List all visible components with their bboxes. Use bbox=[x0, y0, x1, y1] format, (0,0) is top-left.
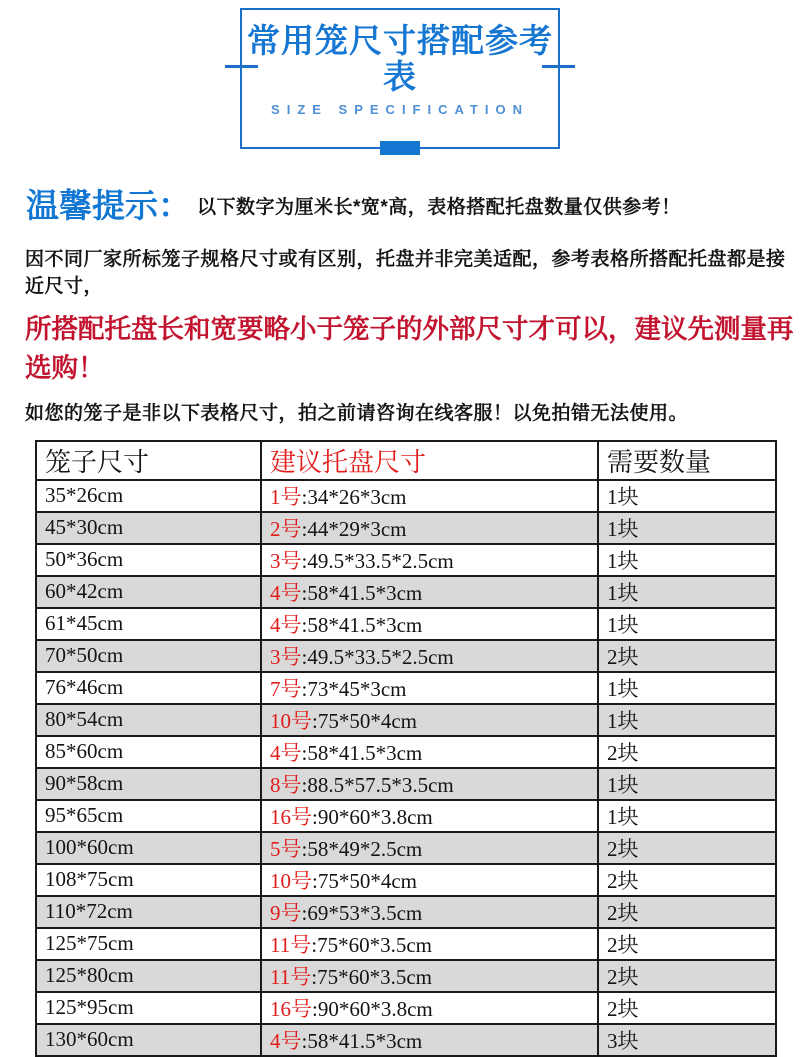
tray-size-cell bbox=[261, 1024, 598, 1056]
tray-number: 4号 bbox=[270, 740, 302, 765]
tray-dimensions: 58*41.5*3cm bbox=[307, 740, 423, 765]
tray-dimensions: 58*49*2.5cm bbox=[307, 836, 423, 861]
tray-number: 4号 bbox=[270, 1028, 302, 1053]
tray-size-cell bbox=[261, 832, 598, 864]
tray-size-cell bbox=[261, 928, 598, 960]
cage-size-cell: 125*75cm bbox=[36, 928, 261, 960]
tray-size-cell bbox=[261, 768, 598, 800]
tray-number: 10号 bbox=[270, 868, 312, 893]
table-row bbox=[36, 608, 776, 640]
table-row bbox=[36, 864, 776, 896]
tray-size-cell bbox=[261, 576, 598, 608]
cage-size-cell: 50*36cm bbox=[36, 544, 261, 576]
table-row bbox=[36, 544, 776, 576]
table-row bbox=[36, 672, 776, 704]
tray-colon: : bbox=[301, 676, 308, 701]
tray-number: 3号 bbox=[270, 644, 302, 669]
notice-intro: 以下数字为厘米长*宽*高，表格搭配托盘数量仅供参考！ bbox=[197, 196, 681, 218]
quantity-cell: 1块 bbox=[598, 608, 776, 640]
tray-colon: : bbox=[301, 580, 308, 605]
tray-colon: : bbox=[312, 868, 318, 893]
cage-size-cell: 100*60cm bbox=[36, 832, 261, 864]
tray-number: 5号 bbox=[270, 836, 302, 861]
table-row bbox=[36, 800, 776, 832]
tray-colon: : bbox=[301, 516, 308, 541]
table-row bbox=[36, 512, 776, 544]
cage-size-cell: 45*30cm bbox=[36, 512, 261, 544]
tray-number: 10号 bbox=[270, 708, 312, 733]
tray-dimensions: 90*60*3.8cm bbox=[317, 996, 433, 1021]
tray-colon: : bbox=[301, 484, 308, 509]
tray-colon: : bbox=[301, 836, 308, 861]
tray-size-cell bbox=[261, 864, 598, 896]
cage-size-cell: 61*45cm bbox=[36, 608, 261, 640]
tray-colon: : bbox=[312, 804, 318, 829]
cage-size-cell: 130*60cm bbox=[36, 1024, 261, 1056]
notice-paragraph-1: 因不同厂家所标笼子规格尺寸或有区别，托盘并非完美适配，参考表格所搭配托盘都是接近尺寸， bbox=[25, 248, 786, 297]
cage-size-cell: 95*65cm bbox=[36, 800, 261, 832]
tray-size-cell bbox=[261, 704, 598, 736]
tray-dimensions: 90*60*3.8cm bbox=[317, 804, 433, 829]
table-row bbox=[36, 576, 776, 608]
column-header-cage-size: 笼子尺寸 bbox=[36, 441, 261, 480]
tray-dimensions: 44*29*3cm bbox=[307, 516, 407, 541]
tray-colon: : bbox=[301, 900, 308, 925]
left-dash-decoration bbox=[225, 65, 258, 68]
quantity-cell: 1块 bbox=[598, 544, 776, 576]
cage-size-cell: 35*26cm bbox=[36, 480, 261, 512]
page-subtitle: SIZE SPECIFICATION bbox=[271, 101, 529, 117]
tray-dimensions: 75*60*3.5cm bbox=[317, 964, 432, 989]
tray-size-cell bbox=[261, 896, 598, 928]
header-banner bbox=[240, 8, 560, 149]
tray-dimensions: 88.5*57.5*3.5cm bbox=[307, 772, 454, 797]
tray-dimensions: 34*26*3cm bbox=[307, 484, 407, 509]
tray-colon: : bbox=[311, 964, 318, 989]
tray-colon: : bbox=[301, 644, 308, 669]
notice-warning: 所搭配托盘长和宽要略小于笼子的外部尺寸才可以，建议先测量再选购！ bbox=[25, 313, 794, 383]
tray-number: 16号 bbox=[270, 804, 312, 829]
notice-paragraph-2: 如您的笼子是非以下表格尺寸，拍之前请咨询在线客服！以免拍错无法使用。 bbox=[25, 402, 689, 424]
quantity-cell: 3块 bbox=[598, 1024, 776, 1056]
tray-number: 3号 bbox=[270, 548, 302, 573]
cage-size-cell: 70*50cm bbox=[36, 640, 261, 672]
tray-size-cell bbox=[261, 800, 598, 832]
quantity-cell: 2块 bbox=[598, 928, 776, 960]
page-title: 常用笼尺寸搭配参考表 bbox=[247, 22, 553, 96]
tray-colon: : bbox=[301, 740, 308, 765]
table-row bbox=[36, 832, 776, 864]
tray-number: 16号 bbox=[270, 996, 312, 1021]
tray-dimensions: 49.5*33.5*2.5cm bbox=[307, 548, 454, 573]
quantity-cell: 1块 bbox=[598, 512, 776, 544]
cage-size-cell: 85*60cm bbox=[36, 736, 261, 768]
table-header bbox=[36, 441, 776, 480]
cage-size-cell: 60*42cm bbox=[36, 576, 261, 608]
tray-size-cell bbox=[261, 992, 598, 1024]
quantity-cell: 1块 bbox=[598, 768, 776, 800]
page bbox=[0, 8, 800, 1053]
table-row bbox=[36, 704, 776, 736]
tray-number: 11号 bbox=[270, 964, 312, 989]
tray-number: 8号 bbox=[270, 772, 302, 797]
quantity-cell: 1块 bbox=[598, 672, 776, 704]
tray-colon: : bbox=[312, 996, 318, 1021]
tray-colon: : bbox=[301, 612, 308, 637]
tray-colon: : bbox=[312, 708, 318, 733]
tray-size-cell bbox=[261, 512, 598, 544]
tray-dimensions: 58*41.5*3cm bbox=[307, 612, 423, 637]
tray-number: 2号 bbox=[270, 516, 302, 541]
cage-size-cell: 125*80cm bbox=[36, 960, 261, 992]
cage-size-cell: 90*58cm bbox=[36, 768, 261, 800]
tray-colon: : bbox=[301, 548, 308, 573]
quantity-cell: 1块 bbox=[598, 704, 776, 736]
table-row bbox=[36, 896, 776, 928]
tray-number: 1号 bbox=[270, 484, 302, 509]
cage-size-cell: 76*46cm bbox=[36, 672, 261, 704]
table-row bbox=[36, 960, 776, 992]
quantity-cell: 1块 bbox=[598, 480, 776, 512]
quantity-cell: 2块 bbox=[598, 960, 776, 992]
table-row bbox=[36, 640, 776, 672]
tray-number: 4号 bbox=[270, 612, 302, 637]
tray-dimensions: 49.5*33.5*2.5cm bbox=[307, 644, 454, 669]
tray-size-cell bbox=[261, 672, 598, 704]
tray-size-cell bbox=[261, 480, 598, 512]
right-dash-decoration bbox=[542, 65, 575, 68]
tray-size-cell bbox=[261, 640, 598, 672]
size-reference-table bbox=[35, 440, 777, 1057]
tray-dimensions: 58*41.5*3cm bbox=[307, 580, 423, 605]
tray-dimensions: 73*45*3cm bbox=[307, 676, 407, 701]
tray-size-cell bbox=[261, 960, 598, 992]
quantity-cell: 2块 bbox=[598, 896, 776, 928]
tray-dimensions: 75*50*4cm bbox=[317, 708, 417, 733]
cage-size-cell: 108*75cm bbox=[36, 864, 261, 896]
accent-block-decoration bbox=[380, 141, 420, 155]
quantity-cell: 1块 bbox=[598, 800, 776, 832]
notice-line bbox=[26, 186, 800, 224]
table-row bbox=[36, 736, 776, 768]
tray-size-cell bbox=[261, 608, 598, 640]
table-row bbox=[36, 768, 776, 800]
tray-size-cell bbox=[261, 736, 598, 768]
tray-colon: : bbox=[311, 932, 318, 957]
tray-number: 4号 bbox=[270, 580, 302, 605]
tray-number: 7号 bbox=[270, 676, 302, 701]
column-header-tray-size: 建议托盘尺寸 bbox=[261, 441, 598, 480]
table-header-row bbox=[36, 441, 776, 480]
cage-size-cell: 110*72cm bbox=[36, 896, 261, 928]
quantity-cell: 1块 bbox=[598, 576, 776, 608]
tray-dimensions: 69*53*3.5cm bbox=[307, 900, 423, 925]
table-row bbox=[36, 480, 776, 512]
table-body bbox=[36, 480, 776, 1056]
notice-label: 温馨提示： bbox=[26, 186, 191, 224]
tray-number: 9号 bbox=[270, 900, 302, 925]
quantity-cell: 2块 bbox=[598, 864, 776, 896]
quantity-cell: 2块 bbox=[598, 992, 776, 1024]
table-row bbox=[36, 928, 776, 960]
tray-number: 11号 bbox=[270, 932, 312, 957]
tray-size-cell bbox=[261, 544, 598, 576]
tray-colon: : bbox=[301, 772, 308, 797]
quantity-cell: 2块 bbox=[598, 640, 776, 672]
cage-size-cell: 80*54cm bbox=[36, 704, 261, 736]
quantity-cell: 2块 bbox=[598, 736, 776, 768]
cage-size-cell: 125*95cm bbox=[36, 992, 261, 1024]
column-header-quantity: 需要数量 bbox=[598, 441, 776, 480]
quantity-cell: 2块 bbox=[598, 832, 776, 864]
table-row bbox=[36, 992, 776, 1024]
table-row bbox=[36, 1024, 776, 1056]
tray-colon: : bbox=[301, 1028, 308, 1053]
tray-dimensions: 58*41.5*3cm bbox=[307, 1028, 423, 1053]
tray-dimensions: 75*50*4cm bbox=[317, 868, 417, 893]
tray-dimensions: 75*60*3.5cm bbox=[317, 932, 432, 957]
